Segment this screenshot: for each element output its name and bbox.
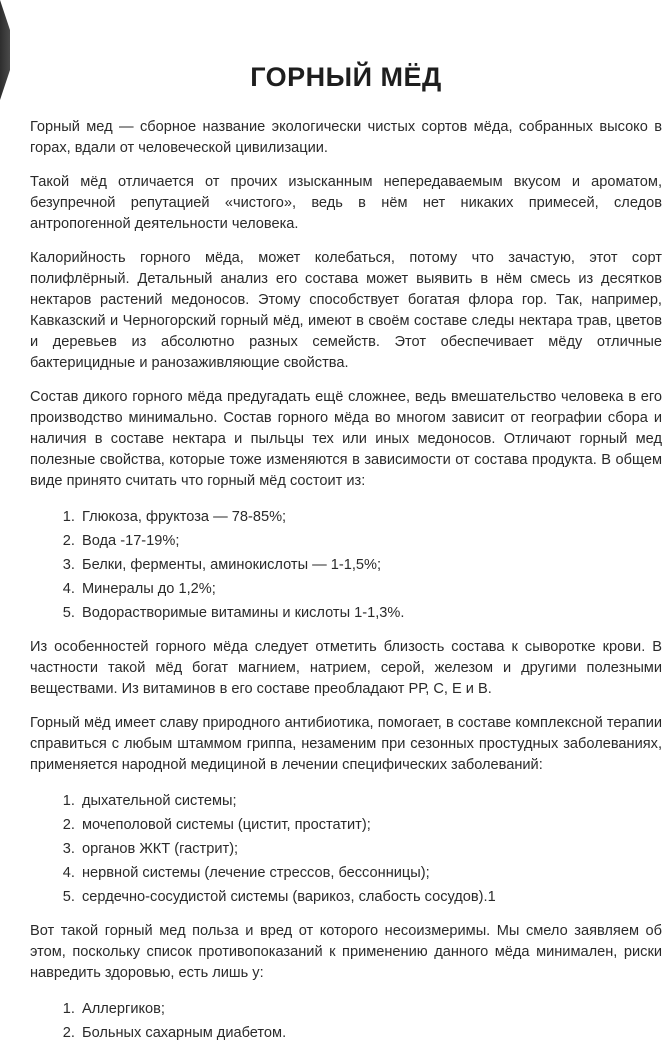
diseases-list [30,789,662,909]
paragraph-calories: Калорийность горного мёда, может колебаться, потому что зачастую, этот сорт полифлёрный. Детальный анализ его состава может выявить в нём смесь из десятков нектаров растений медоносов. Этому способствует богатая флора гор. Так, например, Кавказский и Черногорский горный мёд, имеют в своём составе следы нектара трав, цветов и деревьев из абсолютно разных семейств. Этот обеспечивает мёду отличные бактерицидные и ранозаживляющие свойства. [30,250,662,371]
list-item: 1. Глюкоза, фруктоза — 78-85%; [79,505,662,529]
risk-list [30,997,662,1045]
list-item: 2. Вода -17-19%; [79,529,662,553]
document-page [30,58,662,1057]
list-item: 1. дыхательной системы; [79,789,662,813]
page-edge-tab [0,0,10,100]
list-item: 4. Минералы до 1,2%; [79,577,662,601]
list-item: 3. органов ЖКТ (гастрит); [79,837,662,861]
paragraph-composition: Состав дикого горного мёда предугадать ещё сложнее, ведь вмешательство человека в его производство минимально. Состав горного мёда во многом зависит от географии сбора и наличия в составе нектара и пыльцы тех или иных медоносов. Отличают горный мед полезные свойства, которые тоже изменяются в зависимости от состава продукта. В общем виде принято считать что горный мёд состоит из: [30,389,662,489]
paragraph-antibiotic: Горный мёд имеет славу природного антибиотика, помогает, в составе комплексной терапии справиться с любым штаммом гриппа, незаменим при сезонных простудных заболеваниях, применяется народной медициной в лечении специфических заболеваний: [30,715,662,773]
page-title: ГОРНЫЙ МЁД [250,62,442,92]
list-item: 5. сердечно-сосудистой системы (варикоз, слабость сосудов).1 [79,885,662,909]
paragraph-taste: Такой мёд отличается от прочих изысканным непередаваемым вкусом и ароматом, безупречной репутацией «чистого», ведь в нём нет никаких примесей, следов антропогенной деятельности человека. [30,174,662,232]
composition-list [30,505,662,625]
list-item: 4. нервной системы (лечение стрессов, бессонницы); [79,861,662,885]
paragraph-intro: Горный мед — сборное название экологически чистых сортов мёда, собранных высоко в горах, вдали от человеческой цивилизации. [30,119,662,156]
list-item: 2. мочеполовой системы (цистит, простатит); [79,813,662,837]
list-item: 3. Белки, ферменты, аминокислоты — 1-1,5%; [79,553,662,577]
list-item: 1. Аллергиков; [79,997,662,1021]
list-item: 5. Водорастворимые витамины и кислоты 1-1,3%. [79,601,662,625]
paragraph-contraindications: Вот такой горный мед польза и вред от которого несоизмеримы. Мы смело заявляем об этом, поскольку список противопоказаний к применению данного мёда минимален, риски навредить здоровью, есть лишь у: [30,923,662,981]
paragraph-features: Из особенностей горного мёда следует отметить близость состава к сыворотке крови. В частности такой мёд богат магнием, натрием, серой, железом и другими полезными веществами. Из витаминов в его составе преобладают РР, С, Е и В. [30,639,662,697]
list-item: 2. Больных сахарным диабетом. [79,1021,662,1045]
